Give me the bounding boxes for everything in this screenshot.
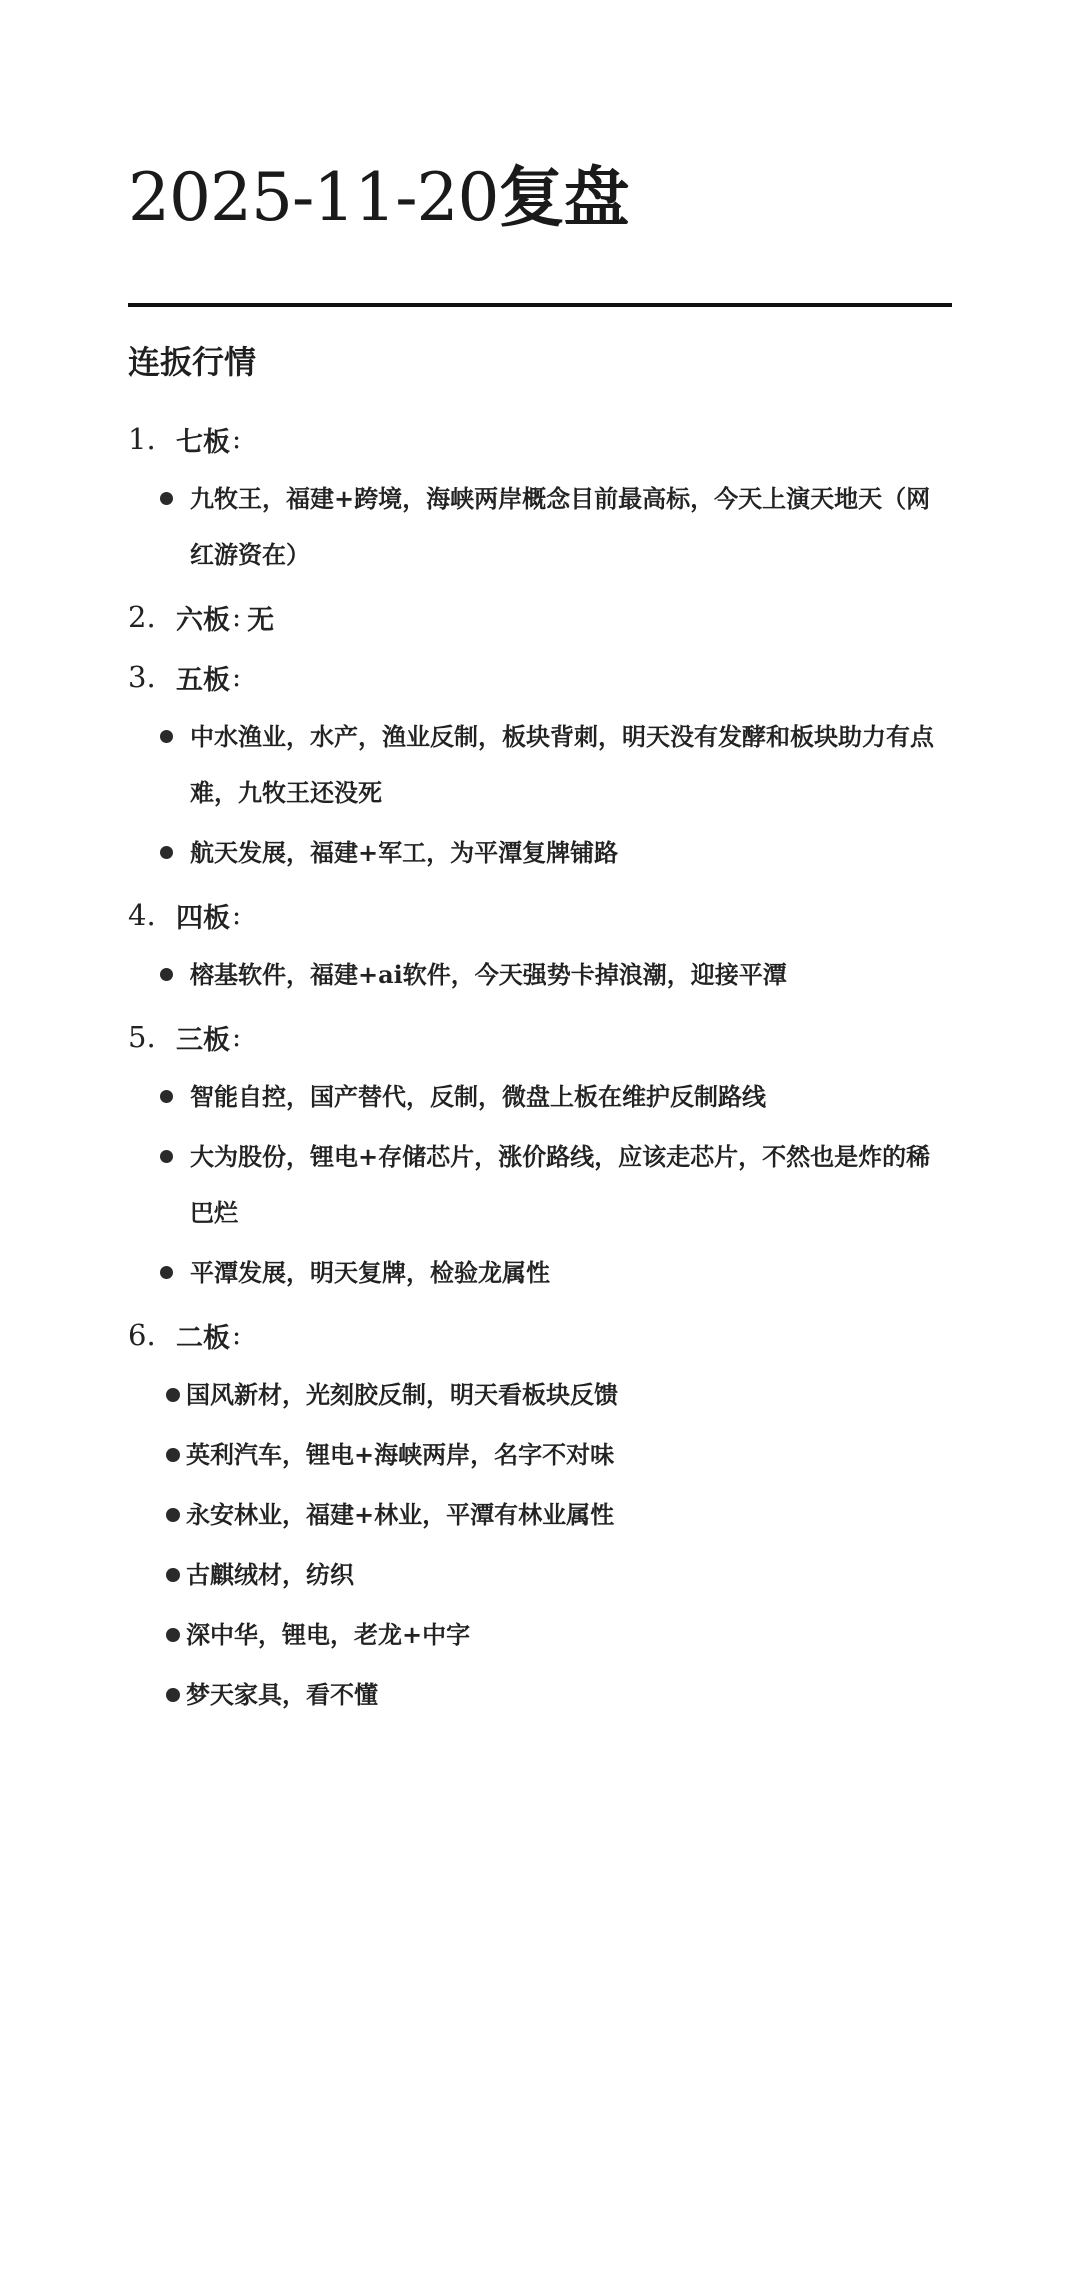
stock-text: 榕基软件，福建+ai软件，今天强势卡掉浪潮，迎接平潭 xyxy=(190,960,787,989)
board-label: 六板 xyxy=(176,604,230,636)
board-header xyxy=(128,409,952,469)
horizontal-divider xyxy=(128,303,952,307)
board-header xyxy=(128,1007,952,1067)
board-number: 4. xyxy=(128,898,156,932)
board-colon: : xyxy=(232,1319,242,1351)
board-label: 二板 xyxy=(176,1322,230,1354)
stock-text: 航天发展，福建+军工，为平潭复牌铺路 xyxy=(190,838,619,867)
stock-text: 英利汽车，锂电+海峡两岸，名字不对味 xyxy=(186,1440,615,1469)
stock-item xyxy=(160,1547,950,1603)
stock-item xyxy=(160,1069,950,1125)
stock-text: 九牧王，福建+跨境，海峡两岸概念目前最高标，今天上演天地天（网红游资在） xyxy=(190,484,931,569)
stock-text: 古麒绒材，纺织 xyxy=(186,1560,354,1589)
section-heading: 连扳行情 xyxy=(128,343,257,381)
board-item xyxy=(128,1007,952,1301)
board-item xyxy=(128,587,952,647)
stock-text: 梦天家具，看不懂 xyxy=(186,1680,378,1709)
board-item xyxy=(128,1305,952,1723)
board-colon: : xyxy=(232,1021,242,1053)
bullet-dot-icon xyxy=(160,492,173,505)
board-item xyxy=(128,885,952,1003)
stock-item xyxy=(160,1427,950,1483)
board-item xyxy=(128,647,952,881)
stock-list xyxy=(128,1367,952,1723)
bullet-dot-icon xyxy=(160,1150,173,1163)
stock-list xyxy=(128,709,952,881)
stock-text: 国风新材，光刻胶反制，明天看板块反馈 xyxy=(186,1380,618,1409)
stock-text: 平潭发展，明天复牌，检验龙属性 xyxy=(190,1258,550,1287)
board-number: 6. xyxy=(128,1318,156,1352)
stock-text: 永安林业，福建+林业，平潭有林业属性 xyxy=(186,1500,615,1529)
stock-item xyxy=(160,709,950,821)
page-title xyxy=(128,0,952,239)
board-header xyxy=(128,587,952,647)
stock-item xyxy=(160,1245,950,1301)
board-colon: : xyxy=(232,661,242,693)
title-suffix: 复盘 xyxy=(498,158,629,236)
title-date: 2025-11-20 xyxy=(128,159,499,236)
board-header xyxy=(128,885,952,945)
bullet-dot-icon xyxy=(160,846,173,859)
bullet-dot-icon xyxy=(160,730,173,743)
board-header xyxy=(128,1305,952,1365)
board-number: 3. xyxy=(128,660,156,694)
bullet-dot-icon xyxy=(166,1628,180,1642)
stock-item xyxy=(160,1667,950,1723)
stock-text: 深中华，锂电，老龙+中字 xyxy=(186,1620,471,1649)
stock-list xyxy=(128,1069,952,1301)
stock-text: 智能自控，国产替代，反制，微盘上板在维护反制路线 xyxy=(190,1082,766,1111)
stock-list xyxy=(128,471,952,583)
board-colon: : xyxy=(232,601,242,633)
stock-item xyxy=(160,1129,950,1241)
stock-text: 大为股份，锂电+存储芯片，涨价路线，应该走芯片，不然也是炸的稀巴烂 xyxy=(190,1142,931,1227)
bullet-dot-icon xyxy=(166,1508,180,1522)
board-header xyxy=(128,647,952,707)
board-number: 2. xyxy=(128,600,156,634)
bullet-dot-icon xyxy=(160,968,173,981)
board-number: 1. xyxy=(128,422,156,456)
board-number: 5. xyxy=(128,1020,156,1054)
board-label: 五板 xyxy=(176,664,230,696)
stock-item xyxy=(160,825,950,881)
stock-list xyxy=(128,947,952,1003)
bullet-dot-icon xyxy=(166,1568,180,1582)
board-label: 七板 xyxy=(176,426,230,458)
bullet-dot-icon xyxy=(166,1688,180,1702)
stock-item xyxy=(160,947,950,1003)
board-colon: : xyxy=(232,899,242,931)
stock-text: 中水渔业，水产，渔业反制，板块背刺，明天没有发酵和板块助力有点难，九牧王还没死 xyxy=(190,722,934,807)
bullet-dot-icon xyxy=(160,1266,173,1279)
board-label: 四板 xyxy=(176,902,230,934)
stock-item xyxy=(160,471,950,583)
board-list xyxy=(128,409,952,1723)
stock-item xyxy=(160,1607,950,1663)
bullet-dot-icon xyxy=(166,1388,180,1402)
document-page xyxy=(128,0,952,1727)
bullet-dot-icon xyxy=(160,1090,173,1103)
board-colon: : xyxy=(232,423,242,455)
board-label: 三板 xyxy=(176,1024,230,1056)
bullet-dot-icon xyxy=(166,1448,180,1462)
board-note: 无 xyxy=(247,604,275,636)
stock-item xyxy=(160,1487,950,1543)
stock-item xyxy=(160,1367,950,1423)
board-item xyxy=(128,409,952,583)
